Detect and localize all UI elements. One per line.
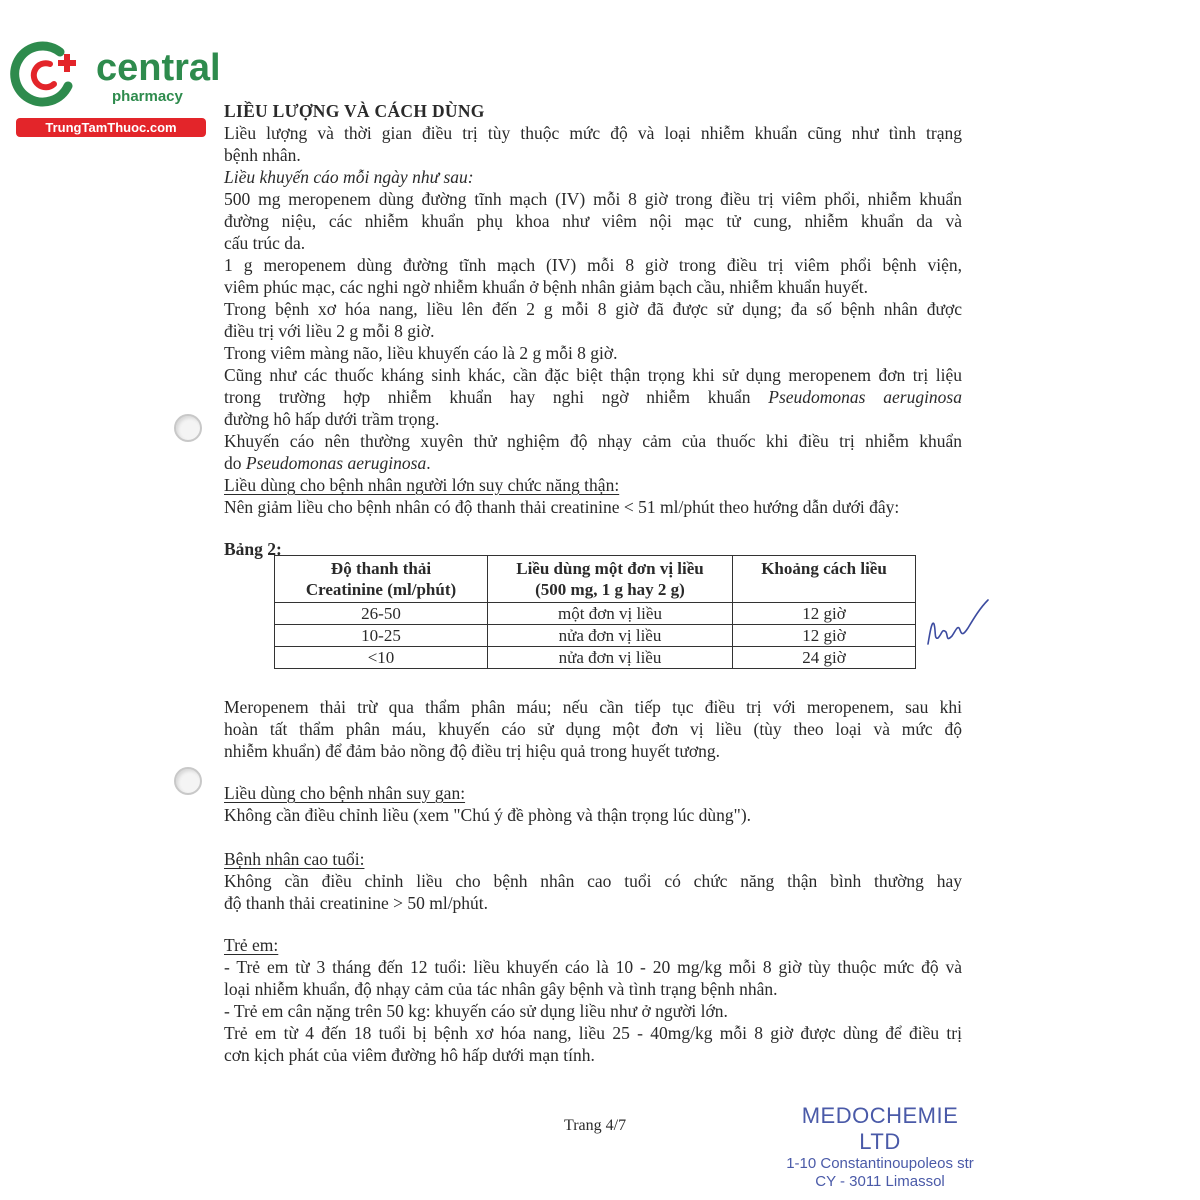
- company-stamp: [780, 1103, 980, 1191]
- header-line: Khoảng cách liều: [761, 559, 887, 578]
- table-cell: 26-50: [275, 603, 488, 625]
- organism-name: Pseudomonas aeruginosa: [245, 453, 427, 473]
- text-line: đường hô hấp dưới trầm trọng.: [224, 409, 440, 429]
- stamp-company: MEDOCHEMIE LTD: [801, 1103, 959, 1154]
- table-row: [275, 625, 916, 647]
- text-line: Cũng như các thuốc kháng sinh khác, cần đặc biệt thận trọng khi sử dụng meropenem đơn trị liệu: [224, 365, 962, 385]
- stamp-city: CY - 3011 Limassol: [815, 1173, 945, 1190]
- header-line: Creatinine (ml/phút): [305, 580, 457, 599]
- text-line: Nên giảm liều cho bệnh nhân có độ thanh thải creatinine < 51 ml/phút theo hướng dẫn dưới đây:: [224, 497, 900, 517]
- text-line: 500 mg meropenem dùng đường tĩnh mạch (IV) mỗi 8 giờ trong điều trị viêm phổi, nhiễm khuẩn: [224, 189, 962, 209]
- header-line: Liều dùng một đơn vị liều: [516, 559, 704, 578]
- subsection-title: Liều dùng cho bệnh nhân người lớn suy chức năng thận:: [224, 475, 620, 495]
- subsection-title: Trẻ em:: [224, 935, 279, 955]
- header-line: Độ thanh thải: [330, 559, 432, 578]
- table-label: Bảng 2:: [224, 539, 282, 559]
- table-cell: 12 giờ: [733, 625, 916, 647]
- stamp-address: 1-10 Constantinoupoleos str: [786, 1155, 974, 1172]
- section-heading: LIỀU LƯỢNG VÀ CÁCH DÙNG: [224, 101, 485, 121]
- table-cell: nửa đơn vị liều: [488, 647, 733, 669]
- binder-hole-icon: [174, 414, 202, 442]
- signature-icon: [922, 594, 992, 654]
- text-line: cấu trúc da.: [224, 233, 306, 253]
- text-line: độ thanh thải creatinine > 50 ml/phút.: [224, 893, 489, 913]
- text-line: Khuyến cáo nên thường xuyên thử nghiệm độ nhạy cảm của thuốc khi điều trị nhiễm khuẩn: [224, 431, 962, 451]
- text-span: do: [224, 453, 242, 473]
- text-line: Trẻ em từ 4 đến 18 tuổi bị bệnh xơ hóa nang, liều 25 - 40mg/kg mỗi 8 giờ được dùng để điều trị: [224, 1023, 962, 1043]
- dosage-table: [274, 555, 916, 669]
- text-line: cơn kịch phát của viêm đường hô hấp dưới mạn tính.: [224, 1045, 595, 1065]
- organism-name: Pseudomonas aeruginosa: [768, 387, 962, 407]
- logo-mark-icon: [10, 38, 86, 108]
- text-span: .: [426, 453, 431, 473]
- table-header-cell: [733, 556, 916, 603]
- text-line: hoàn tất thẩm phân máu, khuyến cáo sử dụng một đơn vị liều (tùy theo loại và mức độ: [224, 719, 962, 739]
- table-header-cell: [488, 556, 733, 603]
- text-line: 1 g meropenem dùng đường tĩnh mạch (IV) mỗi 8 giờ trong điều trị viêm phổi bệnh viện,: [224, 255, 962, 275]
- table-cell: nửa đơn vị liều: [488, 625, 733, 647]
- table-cell: 10-25: [275, 625, 488, 647]
- logo-subtitle: pharmacy: [112, 88, 183, 105]
- text-line: loại nhiễm khuẩn, độ nhạy cảm của tác nhân gây bệnh và tình trạng bệnh nhân.: [224, 979, 778, 999]
- table-cell: <10: [275, 647, 488, 669]
- logo-name: central: [96, 47, 221, 89]
- text-line: Không cần điều chỉnh liều (xem "Chú ý đề phòng và thận trọng lúc dùng").: [224, 805, 752, 825]
- text-line: nhiễm khuẩn) để đảm bảo nồng độ điều trị hiệu quả trong huyết tương.: [224, 741, 720, 761]
- table-row: [275, 603, 916, 625]
- text-span: trong trường hợp nhiễm khuẩn hay nghi ngờ nhiễm khuẩn: [224, 387, 751, 407]
- text-line: Trong bệnh xơ hóa nang, liều lên đến 2 g mỗi 8 giờ đã được sử dụng; đa số bệnh nhân được: [224, 299, 962, 319]
- table-cell: một đơn vị liều: [488, 603, 733, 625]
- subsection-title: Liều khuyến cáo mỗi ngày như sau:: [224, 167, 474, 187]
- text-line: - Trẻ em cân nặng trên 50 kg: khuyến cáo sử dụng liều như ở người lớn.: [224, 1001, 728, 1021]
- page-number: Trang 4/7: [564, 1117, 627, 1134]
- text-line: đường niệu, các nhiễm khuẩn phụ khoa như viêm nội mạc tử cung, nhiễm khuẩn da và: [224, 211, 962, 231]
- table-row: [275, 647, 916, 669]
- text-line: Liều lượng và thời gian điều trị tùy thuộc mức độ và loại nhiễm khuẩn cũng như tình trạng: [224, 123, 962, 143]
- subsection-title: Bệnh nhân cao tuổi:: [224, 849, 365, 869]
- table-cell: 24 giờ: [733, 647, 916, 669]
- logo-url-bar: TrungTamThuoc.com: [16, 118, 206, 137]
- text-line: bệnh nhân.: [224, 145, 301, 165]
- table-cell: 12 giờ: [733, 603, 916, 625]
- binder-hole-icon: [174, 767, 202, 795]
- header-line: (500 mg, 1 g hay 2 g): [535, 580, 685, 599]
- table-header-cell: [275, 556, 488, 603]
- text-line: Meropenem thải trừ qua thẩm phân máu; nếu cần tiếp tục điều trị với meropenem, sau khi: [224, 697, 962, 717]
- central-pharmacy-logo: [8, 38, 223, 138]
- text-line: [224, 452, 431, 474]
- text-line: - Trẻ em từ 3 tháng đến 12 tuổi: liều khuyến cáo là 10 - 20 mg/kg mỗi 8 giờ tùy thuộc mức độ và: [224, 957, 962, 977]
- text-line: Không cần điều chỉnh liều cho bệnh nhân cao tuổi có chức năng thận bình thường hay: [224, 871, 962, 891]
- text-line: điều trị với liều 2 g mỗi 8 giờ.: [224, 321, 435, 341]
- text-line: [224, 386, 962, 408]
- text-line: Trong viêm màng não, liều khuyến cáo là 2 g mỗi 8 giờ.: [224, 343, 618, 363]
- table-header-row: [275, 556, 916, 603]
- text-line: viêm phúc mạc, các nghi ngờ nhiễm khuẩn ở bệnh nhân giảm bạch cầu, nhiễm khuẩn huyết.: [224, 277, 868, 297]
- subsection-title: Liều dùng cho bệnh nhân suy gan:: [224, 783, 466, 803]
